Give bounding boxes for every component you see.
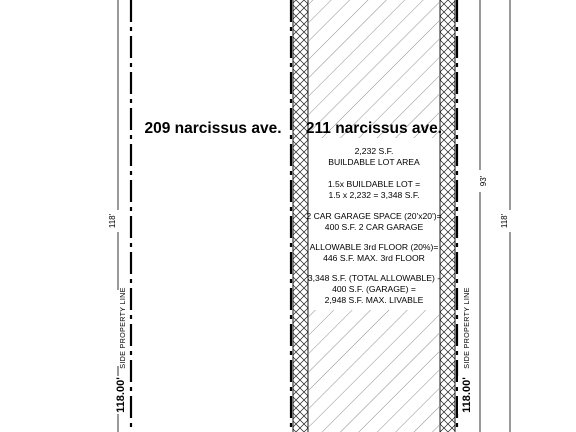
right-setback-strip: [440, 0, 455, 432]
right-depth-label: 118': [500, 213, 509, 229]
note-line: 1.5 x 2,232 = 3,348 S.F.: [328, 190, 420, 200]
right-lot-address: 211 narcissus ave.: [305, 120, 443, 137]
left-lot-address: 209 narcissus ave.: [144, 120, 282, 137]
left-depth-bold-label: 118.00': [115, 377, 127, 413]
note-line: 400 S.F. 2 CAR GARAGE: [324, 222, 424, 232]
right-side-property-line-label: SIDE PROPERTY LINE: [462, 287, 471, 369]
left-depth-label: 118': [108, 213, 117, 229]
note-line: 3,348 S.F. (TOTAL ALLOWABLE) -: [307, 273, 441, 283]
buildable-depth-label: 93': [479, 175, 488, 187]
note-line: 446 S.F. MAX. 3rd FLOOR: [323, 253, 425, 263]
right-depth-bold-label: 118.00': [461, 377, 473, 413]
note-line: ALLOWABLE 3rd FLOOR (20%)=: [309, 242, 439, 252]
left-side-property-line-label: SIDE PROPERTY LINE: [118, 287, 127, 369]
note-line: 2,232 S.F.: [354, 146, 394, 156]
note-line: 2,948 S.F. MAX. LIVABLE: [324, 295, 424, 305]
note-line: BUILDABLE LOT AREA: [328, 157, 420, 167]
note-line: 400 S.F. (GARAGE) =: [332, 284, 416, 294]
note-line: 2 CAR GARAGE SPACE (20'x20')=: [306, 211, 442, 221]
note-line: 1.5x BUILDABLE LOT =: [327, 179, 421, 189]
